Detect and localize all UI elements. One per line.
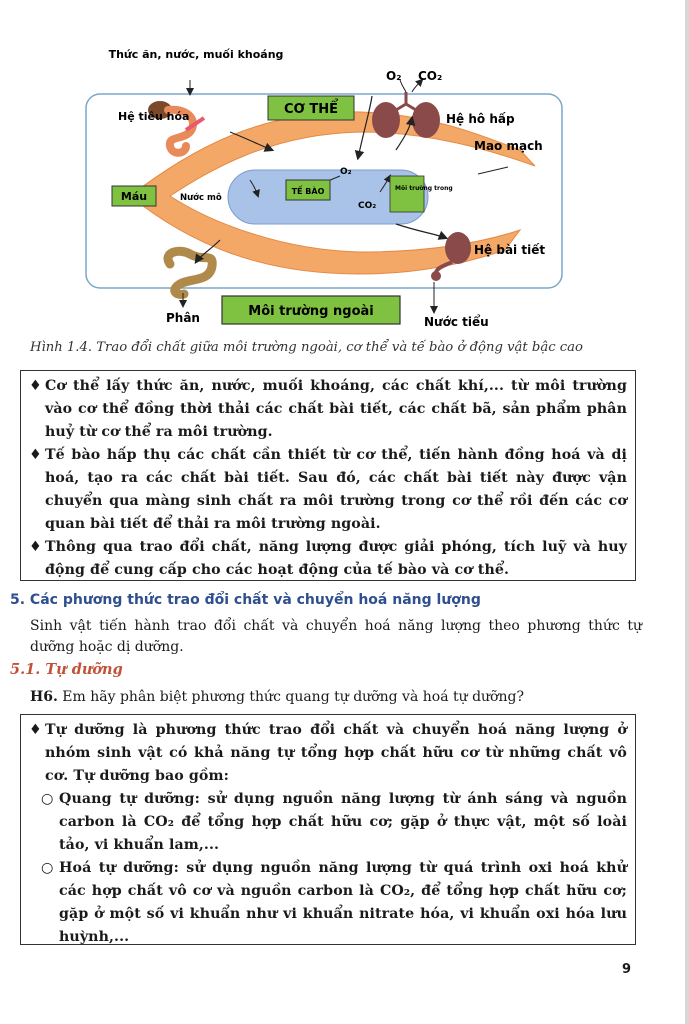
- autotroph-subitem: ○ Hoá tự dưỡng: sử dụng nguồn năng lượng từ quá trình oxi hoá khử các hợp chất vô cơ và nguồn carbon là CO₂, để tổng hợp chất hữu cơ; gặp ở một số vi khuẩn như vi khuẩn nitrate hóa, vi khuẩn oxi hóa lưu huỳnh,...: [41, 860, 627, 945]
- section-5-1-heading: 5.1. Tự dưỡng: [10, 661, 123, 678]
- excretory-label: Hệ bài tiết: [474, 243, 546, 257]
- summary-item: ♦ Tế bào hấp thụ các chất cần thiết từ cơ thể, tiến hành đồng hoá và dị hoá, tạo ra các chất bài tiết. Sau đó, các chất bài tiết này được vận chuyển qua màng sinh chất ra môi trường trong cơ thể rồi đến các cơ quan bài tiết để thải ra môi trường ngoài.: [29, 447, 627, 532]
- metabolism-diagram: [0, 0, 689, 335]
- feces-label: Phân: [166, 311, 200, 325]
- page-number: 9: [622, 962, 632, 977]
- co2-top-label: CO₂: [418, 69, 443, 83]
- respiratory-label: Hệ hô hấp: [446, 112, 515, 126]
- o2-top-label: O₂: [386, 69, 402, 83]
- summary-item: ♦ Cơ thể lấy thức ăn, nước, muối khoáng, các chất khí,... từ môi trường vào cơ thể đồng thời thải các chất bài tiết, các chất bã, sản phẩm phân huỷ từ cơ thể ra môi trường.: [29, 378, 627, 440]
- summary-box-2: [20, 714, 636, 945]
- digestive-organ-icon: [148, 101, 204, 153]
- summary-box-1: [20, 370, 636, 581]
- digestive-label: Hệ tiêu hóa: [118, 110, 190, 123]
- outer-env-label: Môi trường ngoài: [248, 304, 374, 319]
- figure-caption: Hình 1.4. Trao đổi chất giữa môi trường ngoài, cơ thể và tế bào ở động vật bậc cao: [30, 340, 583, 355]
- food-label: Thức ăn, nước, muối khoáng: [108, 48, 284, 61]
- tissue-fluid-label: Nước mô: [180, 193, 222, 203]
- summary-item: ♦ Thông qua trao đổi chất, năng lượng được giải phóng, tích luỹ và huy động để cung cấp cho các hoạt động của tế bào và cơ thể.: [29, 539, 627, 578]
- inner-env-box: [390, 176, 424, 212]
- urine-label: Nước tiểu: [424, 315, 489, 329]
- cell-o2-label: O₂: [340, 167, 352, 177]
- cell-label: TẾ BÀO: [291, 187, 325, 196]
- section-5-paragraph: Sinh vật tiến hành trao đổi chất và chuyển hoá năng lượng theo phương thức tự dưỡng hoặc dị dưỡng.: [30, 618, 642, 655]
- autotroph-subitem: ○ Quang tự dưỡng: sử dụng nguồn năng lượng từ ánh sáng và nguồn carbon là CO₂ để tổng hợp chất hữu cơ; gặp ở thực vật, một số loài tảo, vi khuẩn lam,...: [41, 791, 627, 853]
- blood-label: Máu: [120, 190, 148, 203]
- cell-co2-label: CO₂: [358, 201, 377, 211]
- page-edge: [685, 0, 689, 1024]
- capillary-label: Mao mạch: [474, 139, 543, 153]
- question-h6: [30, 689, 524, 705]
- body-label: CƠ THỂ: [283, 102, 339, 117]
- question-text: Em hãy phân biệt phương thức quang tự dưỡng và hoá tự dưỡng?: [57, 689, 524, 705]
- section-5-heading: 5. Các phương thức trao đổi chất và chuyển hoá năng lượng: [10, 592, 481, 608]
- inner-env-label: Môi trường trong: [395, 185, 453, 192]
- autotroph-intro: ♦ Tự dưỡng là phương thức trao đổi chất và chuyển hoá năng lượng ở nhóm sinh vật có khả năng tự tổng hợp chất hữu cơ từ những chất vô cơ. Tự dưỡng bao gồm:: [29, 722, 627, 784]
- question-label: H6.: [30, 689, 58, 705]
